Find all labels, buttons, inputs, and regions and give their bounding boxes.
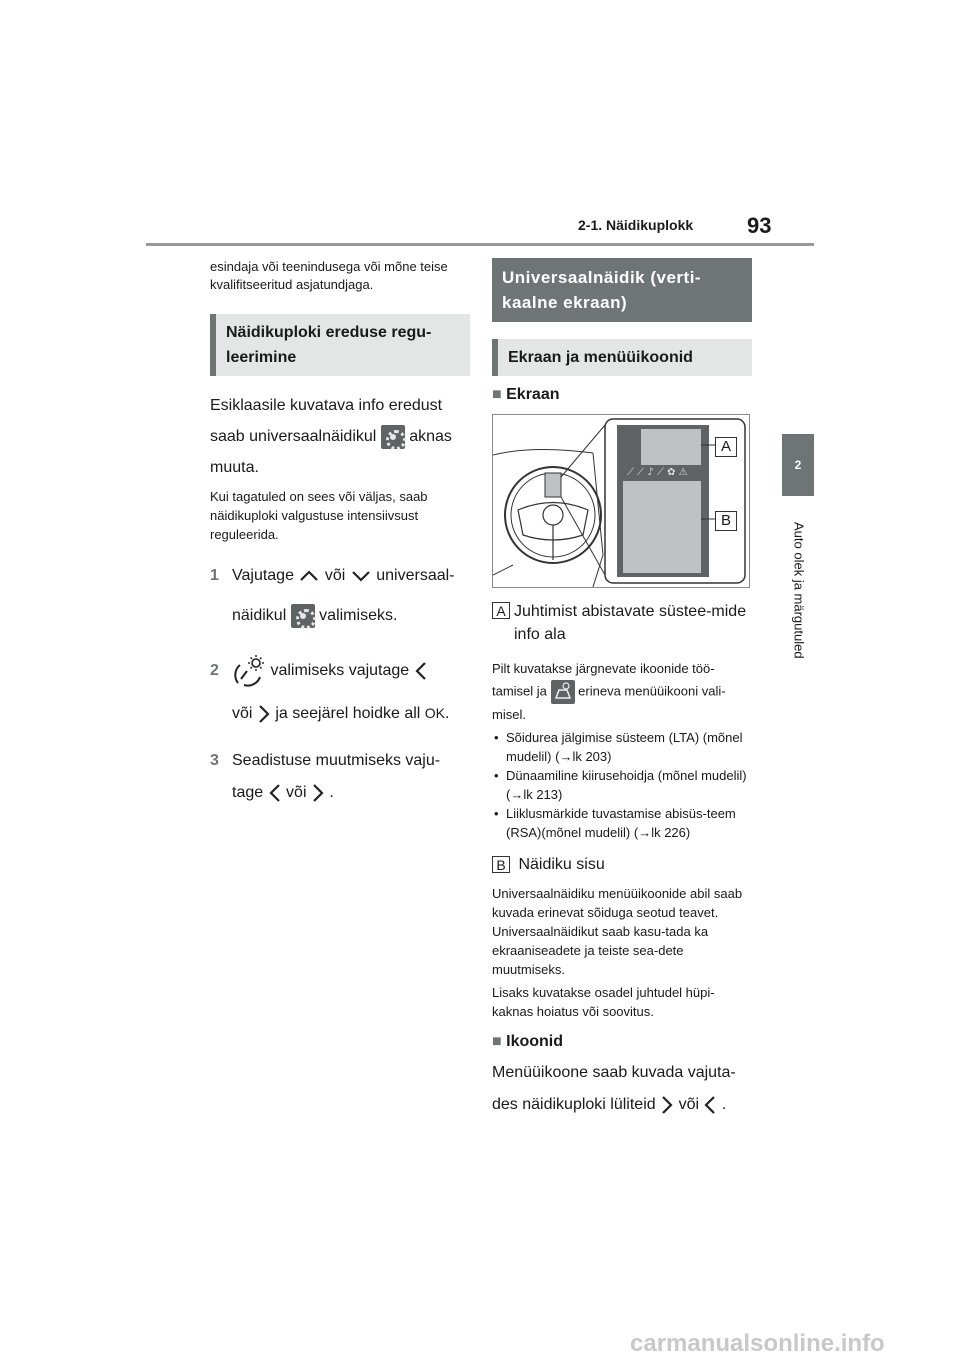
step3-text-a: Seadistuse muutmiseks vaju- — [232, 752, 441, 769]
square-bullet-icon: ■ — [492, 1033, 502, 1050]
step-number: 2 — [210, 662, 219, 679]
icons-subheading-text: Ikoonid — [506, 1033, 564, 1050]
step1-text-b: või — [324, 567, 346, 584]
label-b-text: Näidiku sisu — [518, 856, 605, 873]
step2-text-a: valimiseks vajutage — [270, 662, 410, 679]
step3-text-c: või — [286, 784, 307, 801]
step1-text-a: Vajutage — [232, 567, 294, 584]
brightness-text-b: aknas muuta. — [210, 428, 452, 476]
step1-text-c: universaal- — [376, 567, 455, 584]
dashboard-illustration — [493, 415, 749, 587]
step-number: 3 — [210, 752, 219, 769]
icons-text-a: Menüüikoone saab kuvada vajuta- — [492, 1064, 736, 1081]
icons-text-c: või — [678, 1096, 700, 1113]
brightness-heading: Näidikuploki ereduse regu-leerimine — [210, 314, 470, 376]
icons-text-d: . — [721, 1096, 727, 1113]
left-column — [210, 258, 470, 809]
chapter-label: Auto olek ja märgutuled — [791, 521, 807, 659]
multi-info-heading: Universaalnäidik (verti-kaalne ekraan) — [492, 258, 752, 322]
label-b-description: Universaalnäidiku menüüikoonide abil saab kuvada erinevat sõiduga seotud teavet. Universaalnäidikut saab kasu-tada ka ekraaniseadete ja teiste sea-dete muutmiseks. — [492, 886, 743, 977]
step1-text-d: näidikul — [232, 607, 287, 624]
watermark: carmanualsonline.info — [630, 1330, 885, 1357]
chevron-down-icon — [350, 569, 372, 583]
chevron-left-icon — [703, 1094, 717, 1116]
chapter-number: 2 — [794, 458, 802, 472]
popup-note: Lisaks kuvatakse osadel juhtudel hüpi-kaknas hoiatus või soovitus. — [492, 985, 715, 1019]
brightness-paragraph — [210, 390, 470, 483]
step2-text-b: või — [232, 705, 253, 722]
taillight-note: Kui tagatuled on sees või väljas, saab näidikuploki valgustuse intensiivsust reguleerida. — [210, 489, 428, 542]
right-column — [492, 258, 752, 1121]
label-a-row — [492, 600, 752, 646]
chevron-right-icon — [311, 782, 325, 804]
label-a-description — [492, 658, 752, 726]
section-title: 2-1. Näidikuplokk — [578, 217, 694, 233]
assist-system-list — [492, 728, 752, 842]
step-2 — [210, 650, 470, 735]
list-item: • Liiklusmärkide tuvastamise abisüs-teem (RSA)(mõnel mudelil) (→lk 226) — [492, 804, 752, 842]
step3-end: . — [329, 784, 334, 801]
chevron-right-icon — [257, 703, 271, 725]
step2-text-c: ja seejärel hoidke all — [275, 705, 421, 722]
driver-assist-icon — [551, 680, 575, 704]
chevron-left-icon — [268, 782, 282, 804]
label-b-row — [492, 852, 752, 878]
header-divider — [146, 243, 814, 246]
ok-button-glyph: OK — [424, 705, 446, 721]
chapter-tab — [782, 434, 814, 496]
step-3 — [210, 745, 470, 809]
callout-b: B — [715, 511, 737, 531]
square-bullet-icon: ■ — [492, 386, 502, 403]
desc-a2: erineva menüüikooni vali-misel. — [492, 683, 726, 722]
screen-menu-heading: Ekraan ja menüüikoonid — [492, 339, 752, 376]
dashboard-figure — [492, 414, 750, 588]
chevron-left-icon — [414, 660, 428, 682]
label-a-box: A — [492, 602, 510, 619]
icons-text-b: des näidikuploki lüliteid — [492, 1096, 656, 1113]
settings-gear-icon — [291, 604, 315, 628]
page-number: 93 — [747, 213, 772, 238]
settings-gear-icon — [381, 425, 405, 449]
step1-text-e: valimiseks. — [319, 607, 398, 624]
step-1 — [210, 556, 470, 636]
screen-subheading — [492, 386, 752, 404]
step2-end: . — [445, 705, 450, 722]
intro-text: esindaja või teenindusega või mõne teise kvalifitseeritud asjatundjaga. — [210, 259, 448, 292]
brightness-adjust-icon — [232, 655, 266, 687]
list-item: • Sõidurea jälgimise süsteem (LTA) (mõnel mudelil) (→lk 203) — [492, 728, 752, 766]
icons-subheading — [492, 1033, 752, 1051]
label-b-box: B — [492, 856, 510, 873]
desc-a1: Pilt kuvatakse järgnevate ikoonide töö-tamisel ja — [492, 661, 715, 699]
label-a-text: Juhtimist abistavate süstee-mide info ala — [514, 603, 747, 643]
brightness-text-a: Esiklaasile kuvatava info eredust saab universaalnäidikul — [210, 397, 443, 445]
step-number: 1 — [210, 567, 219, 584]
step3-text-b: tage — [232, 784, 264, 801]
list-item: • Dünaamiline kiirusehoidja (mõnel mudelil) (→lk 213) — [492, 766, 752, 804]
svg-text:⟋ ⟋ ♪ ⟋ ✿ ⚠: ⟋ ⟋ ♪ ⟋ ✿ ⚠ — [627, 467, 688, 478]
callout-a: A — [715, 437, 737, 457]
chevron-up-icon — [298, 569, 320, 583]
chevron-right-icon — [660, 1094, 674, 1116]
icons-paragraph — [492, 1057, 752, 1121]
screen-subheading-text: Ekraan — [506, 386, 560, 403]
